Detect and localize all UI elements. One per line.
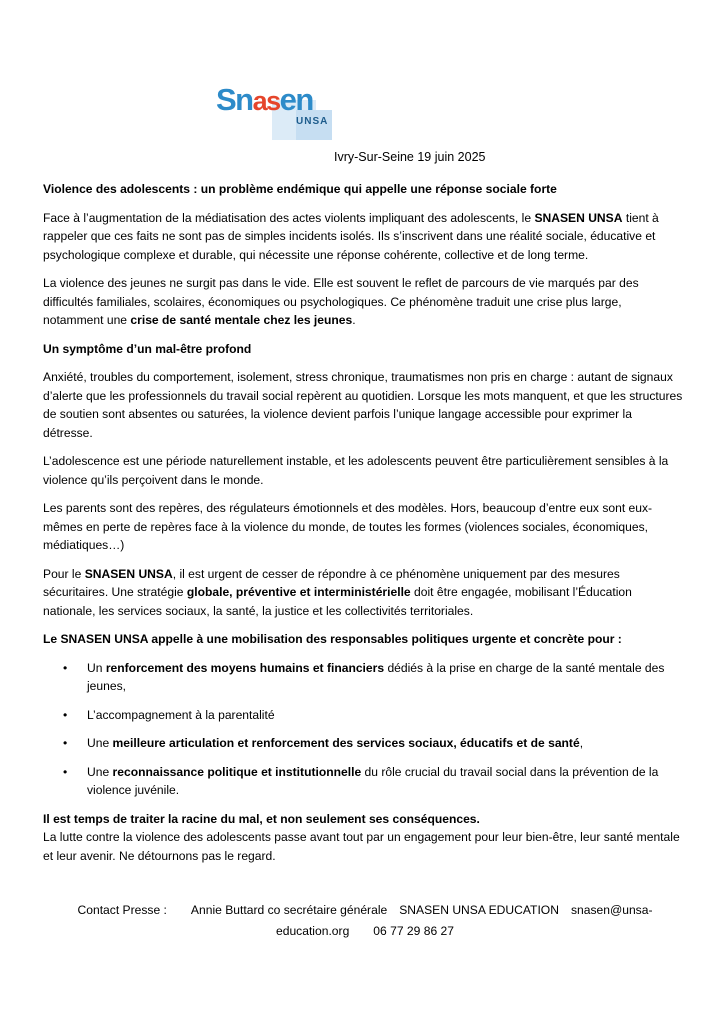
contact-line-2 <box>40 921 690 942</box>
bullet-icon: • <box>63 660 68 675</box>
contact-name: Annie Buttard co secrétaire générale <box>190 903 388 917</box>
logo-unsa-mark: UNSA <box>296 116 329 127</box>
press-contact <box>40 900 690 942</box>
document-title: Violence des adolescents : un problème endémique qui appelle une réponse sociale forte <box>43 182 557 196</box>
list-item: • Une reconnaissance politique et institutionnelle du rôle crucial du travail social dans la prévention de la violence juvénile. <box>63 764 659 797</box>
paragraph-parents: Les parents sont des repères, des régulateurs émotionnels et des modèles. Hors, beaucoup d’entre eux sont eux-mêmes en perte de repères face à la violence du monde, de toutes les formes (violences sociales, économiques, médiatiques…) <box>43 501 653 552</box>
bullet-icon: • <box>63 707 68 722</box>
paragraph-strategy: Pour le SNASEN UNSA, il est urgent de cesser de répondre à ce phénomène uniquement par des mesures sécuritaires. Une stratégie globale, préventive et interministérielle doit être engagée, mobilisant l’Éducation nationale, les services sociaux, la santé, la justice et les collectivités territoriales. <box>43 566 632 618</box>
contact-organisation: SNASEN UNSA EDUCATION <box>399 903 559 917</box>
contact-phone: 06 77 29 86 27 <box>373 924 454 938</box>
paragraph-adolescence: L’adolescence est une période naturellement instable, et les adolescents peuvent être particulièrement sensibles à la violence qu’ils perçoivent dans le monde. <box>43 454 669 487</box>
contact-email-end[interactable]: education.org <box>276 924 350 938</box>
demands-list <box>43 659 683 800</box>
call-to-action: Le SNASEN UNSA appelle à une mobilisation des responsables politiques urgente et concrète pour : <box>43 632 622 646</box>
paragraph-symptoms: Anxiété, troubles du comportement, isolement, stress chronique, traumatismes non pris en charge : autant de signaux d’alerte que les professionnels du travail social repèrent au quotidien. Lorsque les mots manquent, et que les structures de soutien sont absentes ou saturées, la violence devient parfois l’unique langage accessible pour exprimer la détresse. <box>43 370 683 440</box>
bullet-icon: • <box>63 736 68 750</box>
paragraph-context: La violence des jeunes ne surgit pas dans le vide. Elle est souvent le reflet de parcours de vie marqués par des difficultés familiales, scolaires, économiques ou psychologiques. Ce phénomène traduit une crise plus large, notamment une crise de santé mentale chez les jeunes. <box>43 276 639 327</box>
list-item: • L’accompagnement à la parentalité <box>43 706 683 725</box>
contact-label: Contact Presse : <box>77 903 167 917</box>
document-body <box>43 180 683 875</box>
paragraph-intro: Face à l’augmentation de la médiatisation des actes violents impliquant des adolescents, le SNASEN UNSA tient à rappeler que ces faits ne sont pas de simples incidents isolés. Ils s’inscrivent dans une réalité sociale, éducative et psychologique complexe et durable, qui nécessite une réponse cohérente, collective et de long terme. <box>43 210 659 262</box>
paragraph-closing <box>43 810 683 866</box>
section-subtitle: Un symptôme d’un mal-être profond <box>43 341 252 356</box>
closing-text: La lutte contre la violence des adolescents passe avant tout par un engagement pour leur bien-être, leur santé mentale et leur avenir. Ne détournons pas le regard. <box>43 830 680 863</box>
contact-email-start[interactable]: snasen@unsa- <box>570 903 653 917</box>
document-date: Ivry-Sur-Seine 19 juin 2025 <box>334 150 486 164</box>
closing-statement: Il est temps de traiter la racine du mal, et non seulement ses conséquences. <box>43 811 480 826</box>
list-item: • Une meilleure articulation et renforcement des services sociaux, éducatifs et de santé, <box>43 734 683 753</box>
logo-wordmark: Snasen <box>216 82 313 117</box>
contact-line <box>40 900 690 921</box>
list-item: • Un renforcement des moyens humains et financiers dédiés à la prise en charge de la santé mentale des jeunes, <box>63 660 665 693</box>
snasen-logo <box>216 80 346 146</box>
bullet-icon: • <box>63 764 68 779</box>
